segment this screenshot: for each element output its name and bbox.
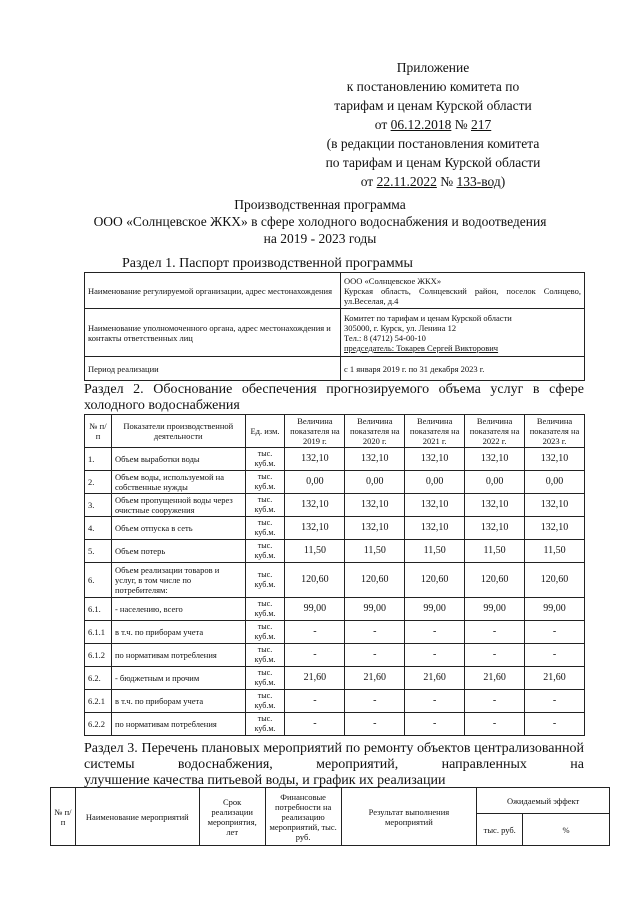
col-effect: Ожидаемый эффект <box>477 788 610 814</box>
row-number: 1. <box>85 448 112 471</box>
value-cell: - <box>525 713 585 736</box>
value-cell: - <box>345 644 405 667</box>
row-number: 6.2. <box>85 667 112 690</box>
indicator-name: по нормативам потребления <box>111 713 245 736</box>
value-cell: - <box>525 644 585 667</box>
value-cell: 11,50 <box>285 540 345 563</box>
indicator-name: - бюджетным и прочим <box>111 667 245 690</box>
value-cell: - <box>285 713 345 736</box>
appendix-title: Приложение <box>396 60 470 75</box>
col-2021: Величина показателя на 2021 г. <box>405 415 465 448</box>
value-cell: 99,00 <box>525 598 585 621</box>
value-cell: 132,10 <box>345 517 405 540</box>
col-2023: Величина показателя на 2023 г. <box>525 415 585 448</box>
table-row <box>85 273 585 309</box>
unit-cell: тыс. куб.м. <box>245 713 285 736</box>
value-cell: 21,60 <box>405 667 465 690</box>
value-cell: 0,00 <box>465 471 525 494</box>
value-cell: 120,60 <box>405 563 465 598</box>
col-finance: Финансовые потребности на реализацию мероприятий, тыс. руб. <box>265 788 341 846</box>
value-cell: 120,60 <box>465 563 525 598</box>
table-header-row <box>85 415 585 448</box>
passport-label: Наименование регулируемой организации, адрес местонахождения <box>85 273 341 309</box>
value-cell: 0,00 <box>525 471 585 494</box>
appendix-block <box>298 58 568 191</box>
production-indicators-table <box>84 414 585 736</box>
unit-cell: тыс. куб.м. <box>245 494 285 517</box>
col-unit: Ед. изм. <box>245 415 285 448</box>
row-number: 3. <box>85 494 112 517</box>
value-cell: - <box>285 644 345 667</box>
unit-cell: тыс. куб.м. <box>245 448 285 471</box>
indicator-name: Объем выработки воды <box>111 448 245 471</box>
value-cell: - <box>405 713 465 736</box>
value-cell: - <box>285 690 345 713</box>
value-cell: 132,10 <box>405 517 465 540</box>
row-number: 6.1. <box>85 598 112 621</box>
row-number: 5. <box>85 540 112 563</box>
col-2022: Величина показателя на 2022 г. <box>465 415 525 448</box>
value-cell: 99,00 <box>285 598 345 621</box>
row-number: 6.1.1 <box>85 621 112 644</box>
table-row <box>85 448 585 471</box>
value-cell: - <box>465 713 525 736</box>
indicator-name: - населению, всего <box>111 598 245 621</box>
section3-title: Раздел 3. Перечень плановых мероприятий по ремонту объектов централизованной системы водоснабжения, мероприятий, направленных на улучшение качества питьевой воды, и график их реализации <box>84 741 584 788</box>
value-cell: 21,60 <box>465 667 525 690</box>
table-row <box>85 309 585 357</box>
row-number: 6.1.2 <box>85 644 112 667</box>
row-number: 6. <box>85 563 112 598</box>
indicator-name: Объем реализации товаров и услуг, в том числе по потребителям: <box>111 563 245 598</box>
measures-table <box>50 787 610 846</box>
passport-value: с 1 января 2019 г. по 31 декабря 2023 г. <box>341 357 585 381</box>
appendix-decree-ref: от 06.12.2018 № 217 <box>374 117 492 132</box>
value-cell: 132,10 <box>525 494 585 517</box>
row-number: 6.2.2 <box>85 713 112 736</box>
unit-cell: тыс. куб.м. <box>245 563 285 598</box>
value-cell: 132,10 <box>465 517 525 540</box>
value-cell: 11,50 <box>405 540 465 563</box>
col-name: Показатели производственной деятельности <box>111 415 245 448</box>
table-row <box>85 494 585 517</box>
col-num: № п/ п <box>51 788 76 846</box>
indicator-name: в т.ч. по приборам учета <box>111 621 245 644</box>
value-cell: 132,10 <box>465 494 525 517</box>
indicator-name: в т.ч. по приборам учета <box>111 690 245 713</box>
value-cell: - <box>345 690 405 713</box>
value-cell: 11,50 <box>345 540 405 563</box>
appendix-line: (в редакции постановления комитета <box>326 136 540 151</box>
passport-label: Наименование уполномоченного органа, адрес местонахождения и контакты ответственных лиц <box>85 309 341 357</box>
passport-value: ООО «Солнцевское ЖКХ» Курская область, Солнцевский район, поселок Солнцево, ул.Веселая, д.4 <box>341 273 585 309</box>
unit-cell: тыс. куб.м. <box>245 644 285 667</box>
col-effect-pct: % <box>523 814 610 846</box>
table-row <box>85 598 585 621</box>
unit-cell: тыс. куб.м. <box>245 690 285 713</box>
value-cell: - <box>405 644 465 667</box>
value-cell: 132,10 <box>285 494 345 517</box>
indicator-name: Объем пропущенной воды через очистные сооружения <box>111 494 245 517</box>
row-number: 4. <box>85 517 112 540</box>
unit-cell: тыс. куб.м. <box>245 471 285 494</box>
col-num: № п/п <box>85 415 112 448</box>
passport-table <box>84 272 585 381</box>
unit-cell: тыс. куб.м. <box>245 667 285 690</box>
value-cell: 0,00 <box>285 471 345 494</box>
indicator-name: Объем потерь <box>111 540 245 563</box>
value-cell: - <box>405 690 465 713</box>
program-title: Производственная программа ООО «Солнцевское ЖКХ» в сфере холодного водоснабжения и водоотведения на 2019 - 2023 годы <box>93 197 547 246</box>
indicator-name: Объем отпуска в сеть <box>111 517 245 540</box>
col-name: Наименование мероприятий <box>75 788 199 846</box>
decree-number: 217 <box>471 117 492 132</box>
value-cell: 11,50 <box>465 540 525 563</box>
appendix-line: к постановлению комитета по <box>346 79 520 94</box>
table-row <box>85 644 585 667</box>
value-cell: 132,10 <box>285 517 345 540</box>
col-effect-rub: тыс. руб. <box>477 814 523 846</box>
value-cell: 21,60 <box>345 667 405 690</box>
value-cell: - <box>465 690 525 713</box>
appendix-line: тарифам и ценам Курской области <box>334 98 532 113</box>
value-cell: 132,10 <box>525 517 585 540</box>
value-cell: 120,60 <box>345 563 405 598</box>
value-cell: 0,00 <box>405 471 465 494</box>
value-cell: 120,60 <box>525 563 585 598</box>
passport-label: Период реализации <box>85 357 341 381</box>
table-row <box>85 471 585 494</box>
col-2020: Величина показателя на 2020 г. <box>345 415 405 448</box>
value-cell: - <box>465 621 525 644</box>
value-cell: - <box>525 621 585 644</box>
decree-date: 06.12.2018 <box>390 117 452 132</box>
value-cell: - <box>345 713 405 736</box>
value-cell: - <box>525 690 585 713</box>
unit-cell: тыс. куб.м. <box>245 517 285 540</box>
table-row <box>85 540 585 563</box>
value-cell: 21,60 <box>525 667 585 690</box>
appendix-revision-ref: от 22.11.2022 № 133-вод) <box>360 174 506 189</box>
value-cell: 99,00 <box>405 598 465 621</box>
col-result: Результат выполнения мероприятий <box>341 788 477 846</box>
value-cell: 21,60 <box>285 667 345 690</box>
section2-title: Раздел 2. Обоснование обеспечения прогнозируемого объема услуг в сфере холодного водоснабжения <box>84 382 584 413</box>
value-cell: 132,10 <box>285 448 345 471</box>
value-cell: 132,10 <box>405 448 465 471</box>
table-row <box>85 563 585 598</box>
value-cell: - <box>285 621 345 644</box>
value-cell: 120,60 <box>285 563 345 598</box>
col-term: Срок реализации мероприятия, лет <box>199 788 265 846</box>
row-number: 2. <box>85 471 112 494</box>
value-cell: 132,10 <box>525 448 585 471</box>
value-cell: - <box>465 644 525 667</box>
unit-cell: тыс. куб.м. <box>245 621 285 644</box>
passport-value: Комитет по тарифам и ценам Курской области 305000, г. Курск, ул. Ленина 12 Тел.: 8 (4712) 54-00-10 председатель: Токарев Сергей Викторович <box>341 309 585 357</box>
unit-cell: тыс. куб.м. <box>245 540 285 563</box>
indicator-name: по нормативам потребления <box>111 644 245 667</box>
revision-number: 133-вод <box>456 174 501 189</box>
unit-cell: тыс. куб.м. <box>245 598 285 621</box>
table-row <box>85 667 585 690</box>
section1-title: Раздел 1. Паспорт производственной программы <box>122 256 413 271</box>
appendix-line: по тарифам и ценам Курской области <box>325 155 541 170</box>
table-row <box>85 713 585 736</box>
value-cell: 132,10 <box>405 494 465 517</box>
table-row <box>85 517 585 540</box>
revision-date: 22.11.2022 <box>376 174 437 189</box>
value-cell: 11,50 <box>525 540 585 563</box>
col-2019: Величина показателя на 2019 г. <box>285 415 345 448</box>
value-cell: - <box>405 621 465 644</box>
indicator-name: Объем воды, используемой на собственные нужды <box>111 471 245 494</box>
row-number: 6.2.1 <box>85 690 112 713</box>
value-cell: 99,00 <box>465 598 525 621</box>
value-cell: 132,10 <box>465 448 525 471</box>
table-row <box>85 357 585 381</box>
value-cell: 132,10 <box>345 494 405 517</box>
value-cell: 0,00 <box>345 471 405 494</box>
value-cell: - <box>345 621 405 644</box>
table-header-row <box>51 788 610 814</box>
table-row <box>85 621 585 644</box>
value-cell: 132,10 <box>345 448 405 471</box>
table-row <box>85 690 585 713</box>
value-cell: 99,00 <box>345 598 405 621</box>
